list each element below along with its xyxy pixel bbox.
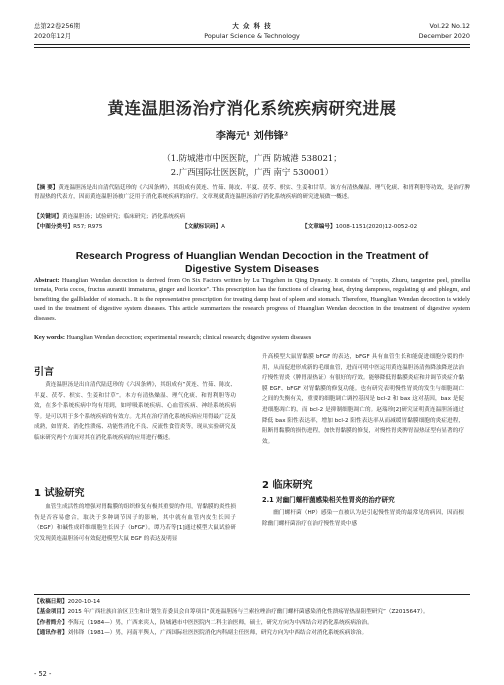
keywords-cn-text: 黄连温胆汤；试验研究；临床研究；消化系统疾病 [61, 214, 186, 220]
header-rule-thin [34, 47, 470, 48]
right-column-paragraph: 升高模型大鼠胃黏膜 bFGF 的表达，bFGF 具有血管生长和能促进细胞分裂的作用，从而促进形成新的毛细血管，进而可明中医运用黄连温胆汤清热降浊降逆法治疗慢性胃炎（脾胃湿热证）有很好的疗效。能够降低胃黏膜炎症和并调节炎症介黏膜 EGF、bFGF 对胃黏膜的修复功能。也有研究表明慢性胃炎的发生与细胞凋亡之间的失衡有关，重要的细胞调亡调控基因是 bcl-2 和 bax 这对基因，bax 是促进细胞凋亡的，而 bcl-2 是抑制细胞凋亡的。赵瑞珍[2]研究证明黄连温胆汤通过降低 bax 阳性表达率，增加 bcl-2 阳性表达率从而减缓胃黏膜细胞的炎症进程，阻断胃黏膜的损伤进程，加快胃黏膜的修复，对慢性胃炎脾胃湿热证型有显著的疗效。 [262, 354, 464, 445]
volume-number: Vol.22 No.12 [429, 22, 470, 30]
abstract-en-label: Abstract: [34, 277, 60, 284]
keywords-en-label: Key words: [34, 334, 65, 341]
footnotes [34, 597, 470, 639]
doc-code-value: A [221, 224, 225, 230]
section-2-1-heading: 2.1 对幽门螺杆菌感染相关性胃炎的治疗研究 [262, 496, 395, 504]
section-2-heading: 2 临床研究 [262, 480, 313, 491]
keywords-en [34, 333, 470, 342]
journal-title-cn: 大 众 科 技 [232, 22, 272, 30]
issue-date-en: December 2020 [418, 32, 470, 40]
header-rule [34, 44, 470, 45]
article-no-value: 1008-1151(2020)12-0052-02 [335, 224, 418, 230]
footnote-rule [34, 594, 470, 595]
abstract-cn-label: 【摘 要】 [34, 185, 59, 191]
document-code [182, 223, 225, 232]
doc-code-label: 【文献标识码】 [182, 224, 222, 230]
clc-value: R57; R975 [73, 224, 103, 230]
section-1-heading: 1 试验研究 [34, 488, 85, 499]
authors: 李海元¹ 刘伟锋² [215, 131, 289, 142]
paper-title-cn: 黄连温胆汤治疗消化系统疾病研究进展 [107, 99, 397, 118]
keywords-cn [34, 213, 470, 222]
footnote-funding: 【基金项目】2015 年广西壮族自治区卫生和计划生育委员会自筹项目“黄连温胆汤与兰索拉唑治疗幽门螺杆菌感染消化性溃疡胃热湿阻型研究”（Z2015647）。 [34, 609, 429, 616]
paper-title-en [0, 250, 504, 276]
footnote-received: 【收稿日期】2020-10-14 [34, 599, 101, 605]
clc-label: 【中图分类号】 [34, 224, 74, 230]
page-number: - 52 - [34, 670, 52, 678]
clc-number [34, 223, 102, 232]
intro-paragraph: 黄连温胆汤是出自清代陆廷珍的《六因条辨》，其组成有“黄连、竹茹、陈皮、半夏、茯苓、枳实、生姜和甘草”。本方有清热燥湿、理气化痰、和胃利胆等功效，在多个系统疾病中均有用到，如呼吸系统疾病、心血管疾病、神经系统疾病等。是可以用于多个系统疾病的有效方。尤其在治疗消化系统疾病应用得最广泛及成熟，如胃炎、消化性溃疡、功能性消化不良、反流性食管炎等，现从实验研究及临床研究两个方面对其在消化系统疾病的应用进行概述。 [34, 382, 236, 441]
section-2-1-paragraph: 幽门螺杆菌（HP）感染一直被认为是引起慢性胃炎的最常见的病因，因而根除幽门螺杆菌治疗在治疗慢性胃炎中感 [262, 510, 464, 527]
title-en-line-1: Research Progress of Huanglian Wendan Decoction in the Treatment of [75, 251, 429, 262]
affiliation-2: 2.广西国际壮医医院，广西 南宁 530001） [170, 167, 334, 177]
section-intro-heading: 引言 [34, 367, 54, 378]
article-number [302, 223, 417, 232]
title-en-line-2: Digestive System Diseases [184, 264, 319, 275]
abstract-cn [34, 184, 470, 201]
keywords-cn-label: 【关键词】 [34, 214, 62, 220]
affiliation-1: （1.防城港市中医医院，广西 防城港 538021； [162, 153, 342, 163]
article-no-label: 【文章编号】 [302, 224, 336, 230]
abstract-en-text: Huanglian Wendan decoction is derived from On Six Factors written by Lu Tingzhen in Qing Dynasty. It consists of "coptis, Zhuru, tangerine peel, pinellia ternata, Poria cocos, fructus aurantii immaturus, ginger and licorice". This prescription has the functions of clearing heat, drying dampness, regulating qi and phlegm, and benefiting the gallbladder of stomach.. It is the representative prescription for treating damp heat of spleen and stomach. Therefore, Huanglian Wendan decoction is widely used in the treatment of digestive system diseases. This article summarizes the research progress of Huanglian Wendan decoction in the treatment of digestive system diseases. [34, 277, 471, 322]
footnote-corresponding: 【通讯作者】刘伟锋（1981—）男，河南平舆人，广西国际壮医医院消化内科副主任医师，研究方向为中西结合对消化系统疾病诊治。 [34, 630, 368, 637]
abstract-cn-text: 黄连温胆汤是出自清代陆廷珍的《六因条辨》，其组成有黄连、竹茹、陈皮、半夏、茯苓、枳实、生姜和甘草。该方有清热燥湿、理气化痰、和胃利胆等功效，是治疗脾胃湿热的代表方，因而黄连温胆汤被广泛用于消化系统疾病的治疗。文章现就黄连温胆汤治疗消化系统疾病的研究进展做一概述。 [34, 185, 470, 200]
abstract-en [34, 276, 470, 323]
section-1-paragraph: 血管生成活性的增强对胃黏膜的组织修复有极其重要的作用，胃黏膜的炎性损伤是否容易愈合，取决于多种调节因子的影响，其中就有血管内皮生长因子（EGF）和碱性成纤维细胞生长因子（bFGF）。谭乃若等[1]通过模型大鼠试验研究发现黄连温胆汤可有效促进模型大鼠 EGF 的表达及明显 [34, 504, 236, 542]
keywords-en-text: Huanglian Wendan decoction; experimental research; clinical research; digestive system diseases [66, 334, 312, 341]
journal-title-en: Popular Science & Technology [204, 32, 300, 40]
footnote-author: 【作者简介】李海元（1984—）男，广西来宾人，防城港市中医医院内二科主治医师，硕士，研究方向为中西结合对消化系统疾病治治。 [34, 619, 373, 626]
issue-number: 总第22卷256期 [34, 22, 80, 30]
issue-date: 2020年12月 [34, 32, 72, 40]
